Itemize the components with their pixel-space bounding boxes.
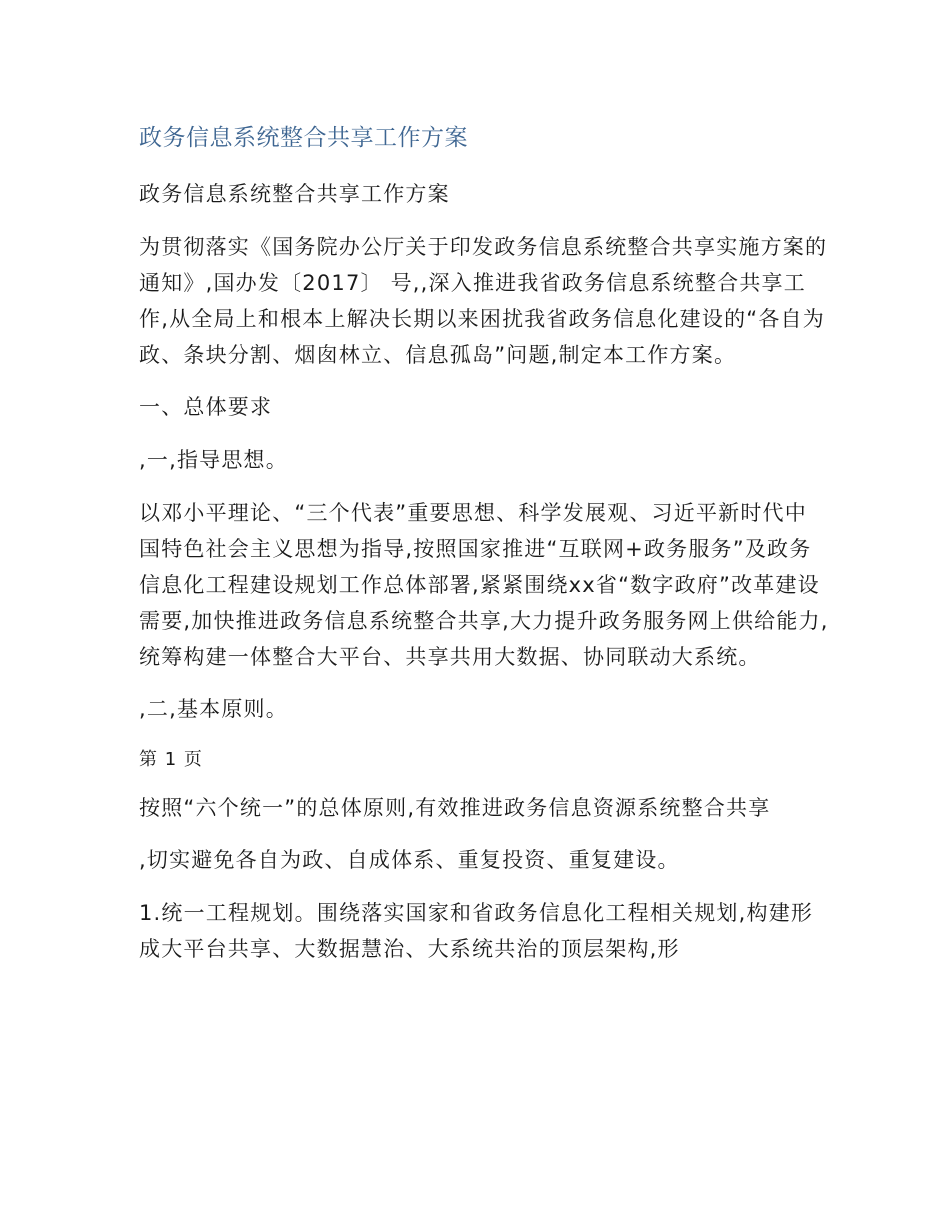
document-body — [139, 176, 829, 983]
subsection-heading: ,一,指导思想。 — [139, 448, 288, 472]
principles-continuation: ,切实避免各自为政、自成体系、重复投资、重复建设。 — [139, 848, 680, 872]
page-number: 第 1 页 — [139, 749, 203, 770]
intro-paragraph: 为贯彻落实《国务院办公厅关于印发政务信息系统整合共享实施方案的通知》,国办发〔2017〕 号,,深入推进我省政务信息系统整合共享工作,从全局上和根本上解决长期以来困扰我省政务信息化建设的“各自为政、条块分割、烟囱林立、信息孤岛”问题,制定本工作方案。 — [139, 235, 828, 367]
document-title: 政务信息系统整合共享工作方案 — [139, 125, 468, 151]
principles-paragraph: 按照“六个统一”的总体原则,有效推进政务信息资源系统整合共享 — [139, 796, 771, 820]
section-heading: 一、总体要求 — [139, 395, 273, 419]
guiding-ideology-paragraph: 以邓小平理论、“三个代表”重要思想、科学发展观、习近平新时代中国特色社会主义思想为指导,按照国家推进“互联网+政务服务”及政务信息化工程建设规划工作总体部署,紧紧围绕xx省“数字政府”改革建设需要,加快推进政务信息系统整合共享,大力提升政务服务网上供给能力,统筹构建一体整合大平台、共享共用大数据、协同联动大系统。 — [139, 501, 829, 669]
subtitle-paragraph: 政务信息系统整合共享工作方案 — [139, 182, 450, 206]
subsection-heading: ,二,基本原则。 — [139, 697, 288, 721]
unified-planning-paragraph: 1.统一工程规划。围绕落实国家和省政务信息化工程相关规划,构建形成大平台共享、大数据慧治、大系统共治的顶层架构,形 — [139, 901, 814, 961]
